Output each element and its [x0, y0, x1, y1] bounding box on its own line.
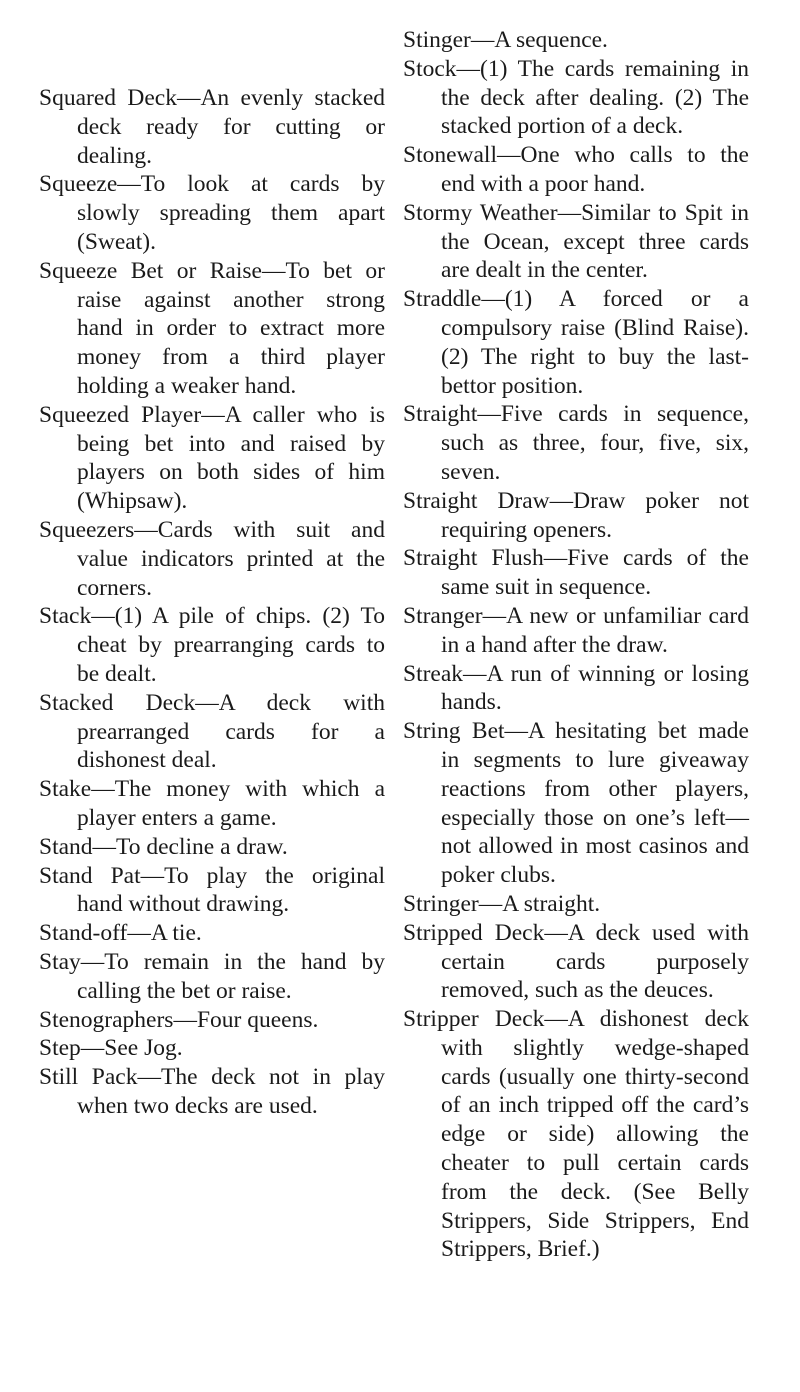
entry-definition: Five cards in sequence, such as three, four, five, six, seven.	[441, 401, 749, 485]
glossary-entry: Stinger—A sequence.	[403, 27, 608, 53]
entry-term: String Bet	[403, 718, 505, 745]
entry-term: Step	[39, 1035, 81, 1062]
entry-definition: To bet or raise against another strong hand in order to extract more money from a third player holding a weaker hand.	[77, 257, 385, 399]
entry-term: Squeeze Bet or Raise	[39, 257, 262, 284]
entry-definition: A hesitating bet made in segments to lure giveaway reactions from other players, especially those on one’s left—not allowed in most casinos and poker clubs.	[441, 718, 749, 889]
entry-term: Squeezed Player	[39, 401, 202, 428]
glossary-entry: Stand Pat—To play the original hand without drawing.	[39, 862, 385, 918]
glossary-entry: Squeeze—To look at cards by slowly spreading them apart (Sweat).	[39, 171, 385, 255]
glossary-entry: String Bet—A hesitating bet made in segments to lure giveaway reactions from other players, especially those on one’s left—not allowed in most casinos and poker clubs.	[403, 718, 749, 889]
glossary-entry: Stenographers—Four queens.	[39, 1006, 319, 1033]
entry-definition: To remain in the hand by calling the bet or raise.	[77, 948, 385, 1004]
entry-term: Streak	[403, 660, 464, 687]
entry-term: Squared Deck	[39, 85, 177, 111]
entry-term: Stock	[403, 55, 457, 82]
entry-term: Stormy Weather	[403, 199, 558, 226]
entry-definition: A straight.	[502, 890, 601, 917]
entry-definition: To look at cards by slowly spreading them apart (Sweat).	[77, 171, 385, 255]
entry-term: Stake	[39, 776, 92, 803]
entry-term: Straight	[403, 401, 478, 428]
glossary-entry: Squeeze Bet or Raise—To bet or raise against another strong hand in order to extract more money from a third player holding a weaker hand.	[39, 257, 385, 399]
entry-definition: To decline a draw.	[116, 833, 288, 860]
entry-definition: Similar to Spit in the Ocean, except three cards are dealt in the center.	[441, 199, 749, 284]
glossary-entry: Stormy Weather—Similar to Spit in the Ocean, except three cards are dealt in the center.	[403, 199, 749, 284]
entry-definition: Cards with suit and value indicators printed at the corners.	[77, 516, 385, 601]
entry-term: Straddle	[403, 286, 482, 313]
entry-term: Stacked Deck	[39, 689, 196, 716]
entry-term: Stand-off	[39, 920, 128, 947]
glossary-entry: Squeezers—Cards with suit and value indicators printed at the corners.	[39, 516, 385, 601]
glossary-entry: Stand-off—A tie.	[39, 920, 202, 947]
entry-definition: (1) The cards remaining in the deck after dealing. (2) The stacked portion of a deck.	[441, 55, 749, 140]
entry-definition: Five cards of the same suit in sequence.	[441, 545, 749, 601]
glossary-entry: Streak—A run of winning or losing hands.	[403, 660, 749, 716]
entry-term: Stringer	[403, 890, 479, 917]
glossary-entry: Stonewall—One who calls to the end with a poor hand.	[403, 142, 749, 197]
glossary-column-left	[39, 84, 385, 1121]
entry-definition: Four queens.	[196, 1006, 319, 1033]
entry-term: Squeeze	[39, 171, 118, 198]
glossary-entry: Stake—The money with which a player enters a game.	[39, 776, 385, 831]
entry-term: Squeezers	[39, 516, 135, 543]
entry-definition: A caller who is being bet into and raised by players on both sides of him (Whipsaw).	[77, 401, 385, 515]
entry-definition: See Jog.	[104, 1035, 183, 1062]
entry-definition: One who calls to the end with a poor hand.	[441, 142, 749, 197]
entry-definition: A deck used with certain cards purposely removed, such as the deuces.	[441, 919, 750, 1004]
entry-definition: A tie.	[150, 920, 202, 947]
glossary-entry: Stock—(1) The cards remaining in the deck after dealing. (2) The stacked portion of a deck.	[403, 55, 749, 140]
entry-definition: To play the original hand without drawing.	[77, 862, 385, 918]
entry-term: Stand Pat	[39, 862, 141, 889]
glossary-entry: Straight—Five cards in sequence, such as three, four, five, six, seven.	[403, 401, 749, 485]
glossary-entry: Stripper Deck—A dishonest deck with slightly wedge-shaped cards (usually one thirty-second of an inch tripped off the card’s edge or side) allowing the cheater to pull certain cards from the deck. (See Belly Strippers, Side Strippers, End Strippers, Brief.)	[403, 1006, 749, 1263]
entry-definition: (1) A pile of chips. (2) To cheat by prearranging cards to be dealt.	[77, 603, 385, 687]
entry-term: Still Pack	[39, 1064, 138, 1091]
entry-term: Stenographers	[39, 1006, 174, 1033]
glossary-entry: Stand—To decline a draw.	[39, 833, 288, 860]
glossary-entry: Stack—(1) A pile of chips. (2) To cheat by prearranging cards to be dealt.	[39, 603, 385, 687]
entry-definition: The deck not in play when two decks are used.	[77, 1064, 385, 1119]
entry-term: Straight Flush	[403, 545, 544, 572]
glossary-entry: Step—See Jog.	[39, 1035, 183, 1062]
entry-definition: An evenly stacked deck ready for cutting or dealing.	[77, 85, 385, 169]
entry-term: Stay	[39, 948, 81, 975]
glossary-entry: Stay—To remain in the hand by calling the bet or raise.	[39, 948, 385, 1004]
entry-term: Stonewall	[403, 142, 497, 169]
entry-term: Stripper Deck	[403, 1006, 545, 1033]
entry-definition: A deck with prearranged cards for a dishonest deal.	[77, 689, 385, 774]
glossary-entry: Straight Flush—Five cards of the same suit in sequence.	[403, 545, 749, 601]
entry-term: Stand	[39, 833, 93, 860]
glossary-entry: Straddle—(1) A forced or a compulsory raise (Blind Raise). (2) The right to buy the last-bettor position.	[403, 286, 749, 399]
entry-term: Stack	[39, 603, 92, 630]
glossary-entry: Still Pack—The deck not in play when two decks are used.	[39, 1064, 385, 1119]
entry-term: Stranger	[403, 602, 483, 629]
glossary-entry: Stringer—A straight.	[403, 890, 601, 917]
glossary-entry: Straight Draw—Draw poker not requiring openers.	[403, 487, 749, 543]
entry-definition: The money with which a player enters a game.	[77, 776, 385, 831]
glossary-entry: Squared Deck—An evenly stacked deck ready for cutting or dealing.	[39, 85, 385, 169]
entry-definition: (1) A forced or a compulsory raise (Blind Raise). (2) The right to buy the last-bettor position.	[441, 286, 749, 399]
glossary-entry: Squeezed Player—A caller who is being bet into and raised by players on both sides of him (Whipsaw).	[39, 401, 385, 515]
entry-definition: A dishonest deck with slightly wedge-shaped cards (usually one thirty-second of an inch tripped off the card’s edge or side) allowing the cheater to pull certain cards from the deck. (See Belly Strippers, Side Strippers, End Strippers, Brief.)	[441, 1006, 749, 1263]
glossary-entry: Stacked Deck—A deck with prearranged cards for a dishonest deal.	[39, 689, 385, 774]
entry-term: Stinger	[403, 27, 471, 53]
glossary-entry: Stranger—A new or unfamiliar card in a hand after the draw.	[403, 602, 749, 658]
entry-term: Stripped Deck	[403, 919, 545, 946]
entry-definition: A sequence.	[494, 27, 608, 53]
entry-term: Straight Draw	[403, 487, 550, 514]
glossary-column-right	[403, 26, 749, 1264]
entry-definition: Draw poker not requiring openers.	[441, 487, 749, 543]
glossary-entry: Stripped Deck—A deck used with certain cards purposely removed, such as the deuces.	[403, 919, 750, 1004]
entry-definition: A new or unfamiliar card in a hand after the draw.	[441, 602, 749, 658]
entry-definition: A run of winning or losing hands.	[441, 660, 749, 716]
